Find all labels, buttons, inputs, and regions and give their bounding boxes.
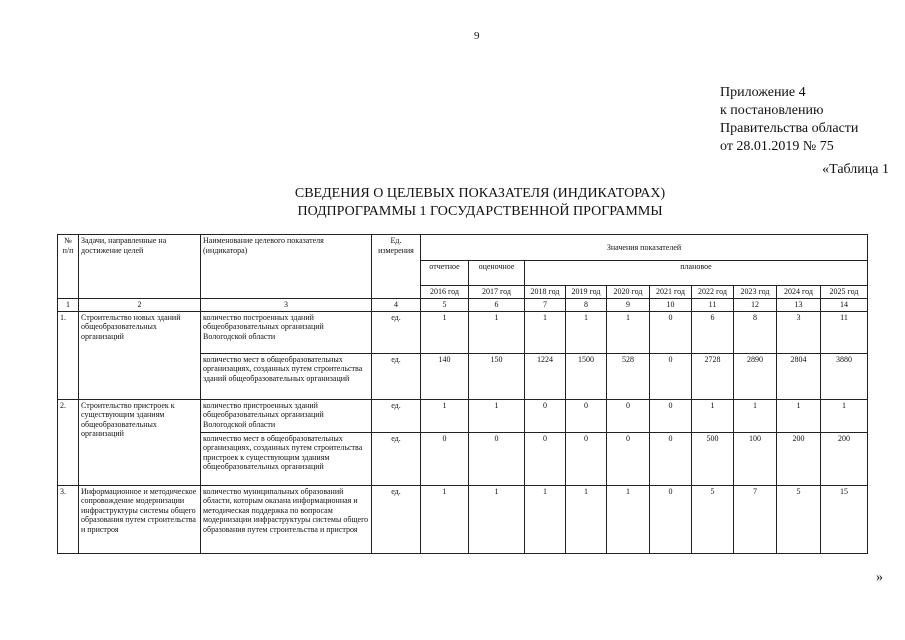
value-cell: 0 (650, 311, 692, 353)
indicator-cell: количество пристроенных зданий общеобразовательных организаций Вологодской области (201, 399, 372, 432)
header-task: Задачи, направленные на достижение целей (79, 235, 201, 299)
appendix-note (720, 84, 858, 156)
value-cell: 1 (734, 399, 777, 432)
value-cell: 0 (650, 485, 692, 553)
value-cell: 1 (421, 311, 469, 353)
value-cell: 1 (566, 485, 607, 553)
value-cell: 0 (650, 353, 692, 399)
value-cell: 8 (734, 311, 777, 353)
closing-quote: » (876, 570, 883, 585)
value-cell: 140 (421, 353, 469, 399)
value-cell: 1 (525, 311, 566, 353)
value-cell: 1 (607, 485, 650, 553)
unit-cell: ед. (372, 311, 421, 353)
table-row (58, 399, 868, 432)
column-number: 5 (421, 299, 469, 312)
value-cell: 1 (566, 311, 607, 353)
value-cell: 3880 (821, 353, 868, 399)
column-number: 3 (201, 299, 372, 312)
column-number: 11 (692, 299, 734, 312)
value-cell: 1 (821, 399, 868, 432)
header-num: № п/п (58, 235, 79, 299)
unit-cell: ед. (372, 432, 421, 485)
document-title-line-1: СВЕДЕНИЯ О ЦЕЛЕВЫХ ПОКАЗАТЕЛЯ (ИНДИКАТОРАХ) (294, 186, 666, 201)
column-number: 10 (650, 299, 692, 312)
indicator-cell: количество мест в общеобразовательных организациях, созданных путем строительства пристроек к существующим зданиям общеобразовательных организаций (201, 432, 372, 485)
value-cell: 5 (777, 485, 821, 553)
header-year: 2023 год (734, 286, 777, 299)
row-num: 3. (58, 485, 79, 553)
value-cell: 0 (650, 399, 692, 432)
table-row (58, 485, 868, 553)
value-cell: 0 (469, 432, 525, 485)
column-number: 6 (469, 299, 525, 312)
value-cell: 15 (821, 485, 868, 553)
header-year: 2017 год (469, 286, 525, 299)
value-cell: 6 (692, 311, 734, 353)
value-cell: 2804 (777, 353, 821, 399)
unit-cell: ед. (372, 353, 421, 399)
column-number: 1 (58, 299, 79, 312)
table-row (58, 311, 868, 353)
value-cell: 1 (469, 399, 525, 432)
header-year: 2025 год (821, 286, 868, 299)
appendix-line: Правительства области (720, 121, 859, 136)
header-year: 2022 год (692, 286, 734, 299)
header-reported: отчетное (421, 261, 469, 286)
value-cell: 7 (734, 485, 777, 553)
column-number: 14 (821, 299, 868, 312)
header-year: 2016 год (421, 286, 469, 299)
row-num: 2. (58, 399, 79, 485)
header-unit: Ед. измерения (372, 235, 421, 299)
row-num: 1. (58, 311, 79, 399)
value-cell: 0 (566, 432, 607, 485)
value-cell: 200 (777, 432, 821, 485)
header-indicator: Наименование целевого показателя (индикатора) (201, 235, 372, 299)
value-cell: 1 (421, 399, 469, 432)
header-year: 2018 год (525, 286, 566, 299)
value-cell: 528 (607, 353, 650, 399)
unit-cell: ед. (372, 399, 421, 432)
page-number: 9 (474, 30, 480, 42)
value-cell: 1 (525, 485, 566, 553)
value-cell: 0 (650, 432, 692, 485)
task-cell: Информационное и методическое сопровождение модернизации инфраструктуры системы общего образования путем строительства и пристроя (79, 485, 201, 553)
column-number: 7 (525, 299, 566, 312)
column-number: 2 (79, 299, 201, 312)
value-cell: 0 (525, 399, 566, 432)
indicator-cell: количество построенных зданий общеобразовательных организаций Вологодской области (201, 311, 372, 353)
appendix-line: к постановлению (720, 103, 824, 118)
header-year: 2020 год (607, 286, 650, 299)
task-cell: Строительство новых зданий общеобразовательных организаций (79, 311, 201, 399)
indicator-cell: количество муниципальных образований области, которым оказана информационная и методическая поддержка по вопросам модернизации инфраструктуры системы общего образования путем строительства и пристроя (201, 485, 372, 553)
header-year: 2021 год (650, 286, 692, 299)
value-cell: 2890 (734, 353, 777, 399)
value-cell: 0 (607, 432, 650, 485)
table-label: «Таблица 1 (822, 162, 889, 177)
value-cell: 1500 (566, 353, 607, 399)
value-cell: 200 (821, 432, 868, 485)
value-cell: 2728 (692, 353, 734, 399)
column-number: 8 (566, 299, 607, 312)
header-values: Значения показателей (421, 235, 868, 261)
value-cell: 1224 (525, 353, 566, 399)
value-cell: 3 (777, 311, 821, 353)
value-cell: 1 (469, 485, 525, 553)
value-cell: 1 (421, 485, 469, 553)
header-year: 2024 год (777, 286, 821, 299)
column-number: 9 (607, 299, 650, 312)
header-year: 2019 год (566, 286, 607, 299)
value-cell: 500 (692, 432, 734, 485)
value-cell: 5 (692, 485, 734, 553)
value-cell: 0 (607, 399, 650, 432)
column-number: 13 (777, 299, 821, 312)
document-title-line-2: ПОДПРОГРАММЫ 1 ГОСУДАРСТВЕННОЙ ПРОГРАММЫ (297, 204, 663, 219)
indicators-table (57, 234, 868, 554)
value-cell: 150 (469, 353, 525, 399)
unit-cell: ед. (372, 485, 421, 553)
header-estimated: оценочное (469, 261, 525, 286)
value-cell: 0 (421, 432, 469, 485)
value-cell: 1 (692, 399, 734, 432)
header-planned: плановое (525, 261, 868, 286)
value-cell: 11 (821, 311, 868, 353)
column-number: 12 (734, 299, 777, 312)
column-number: 4 (372, 299, 421, 312)
indicator-cell: количество мест в общеобразовательных организациях, созданных путем строительства зданий общеобразовательных организаций (201, 353, 372, 399)
value-cell: 100 (734, 432, 777, 485)
value-cell: 1 (469, 311, 525, 353)
value-cell: 0 (525, 432, 566, 485)
appendix-line: Приложение 4 (720, 85, 806, 100)
value-cell: 0 (566, 399, 607, 432)
task-cell: Строительство пристроек к существующим зданиям общеобразовательных организаций (79, 399, 201, 485)
value-cell: 1 (607, 311, 650, 353)
value-cell: 1 (777, 399, 821, 432)
appendix-line: от 28.01.2019 № 75 (720, 139, 834, 154)
